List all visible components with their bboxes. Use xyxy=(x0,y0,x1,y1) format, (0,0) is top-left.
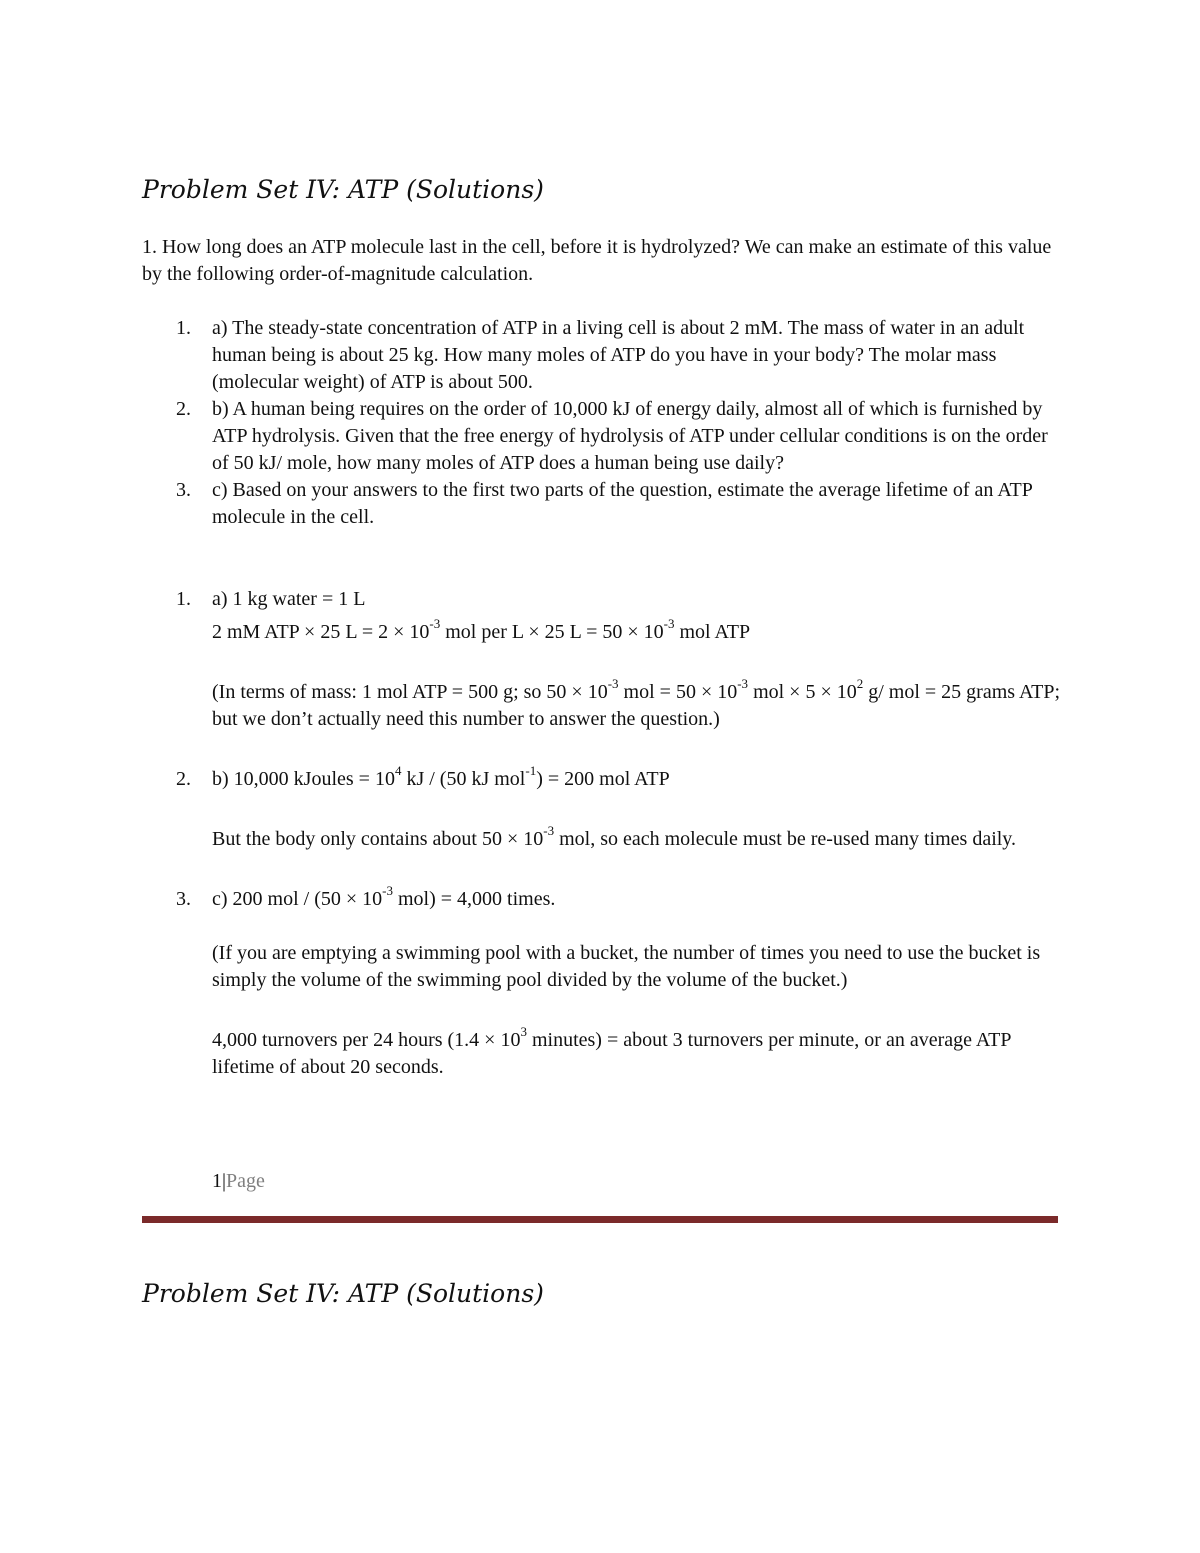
answer-note: (If you are emptying a swimming pool with a bucket, the number of times you need to use the bucket is simply the volume of the swimming pool divided by the volume of the bucket.) xyxy=(212,942,1041,991)
question-item xyxy=(142,477,1062,531)
answer-list xyxy=(142,586,1062,1081)
page-number: 1 xyxy=(212,1170,222,1192)
question-item xyxy=(142,315,1062,396)
question-item xyxy=(142,396,1062,477)
page-title: Problem Set IV: ATP (Solutions) xyxy=(142,175,544,204)
footer-separator: | xyxy=(222,1170,227,1192)
answer-line: a) 1 kg water = 1 L xyxy=(212,588,366,610)
answer-item-c xyxy=(142,883,1062,1081)
answer-item-a xyxy=(142,586,1062,766)
list-number: 3. xyxy=(176,479,191,501)
question-list xyxy=(142,315,1062,531)
answer-line: 2 mM ATP × 25 $L = 2 \times 10^{-3}$ mol per L × 25 $L = 50 \times 10^{-3}$ mol ATP xyxy=(212,616,751,643)
page-title-next: Problem Set IV: ATP (Solutions) xyxy=(142,1279,544,1308)
answer-line: c) 200 mol / ($50 \times 10^{-3}$ mol) = 4,000 times. xyxy=(212,883,556,910)
page-footer xyxy=(212,1168,265,1195)
question-text: a) The steady-state concentration of ATP in a living cell is about 2 mM. The mass of water in an adult human being is about 25 kg. How many moles of ATP do you have in your body? The molar mass (molecular weight) of ATP is about 500. xyxy=(212,317,1025,393)
page-divider xyxy=(142,1216,1058,1223)
answer-item-b xyxy=(142,763,1062,886)
answer-line: b) 10,000 kJoules = $10^4$ kJ / (50 kJ mol$^{-1}$) = 200 mol ATP xyxy=(212,763,670,790)
question-text: c) Based on your answers to the first two parts of the question, estimate the average lifetime of an ATP molecule in the cell. xyxy=(212,479,1033,528)
answer-note: (In terms of mass: 1 mol ATP = 500 g; so $50 \times 10^{-3}$ mol = $50 \times 10^{-3}$ mol × $5 \times 10^2$ g/ mol = 25 grams ATP; but we don’t actually need this number to answer the question.) xyxy=(212,676,1061,730)
answer-note: But the body only contains about $50 \times 10^{-3}$ mol, so each molecule must be re-used many times daily. xyxy=(212,823,1017,850)
list-number: 1. xyxy=(176,317,191,339)
list-number: 1. xyxy=(176,588,191,610)
page-label: Page xyxy=(226,1170,265,1192)
question-text: b) A human being requires on the order of 10,000 kJ of energy daily, almost all of which is furnished by ATP hydrolysis. Given that the free energy of hydrolysis of ATP under cellular conditions is on the order of 50 kJ/ mole, how many moles of ATP does a human being use daily? xyxy=(212,398,1048,474)
list-number: 3. xyxy=(176,888,191,910)
intro-paragraph: 1. How long does an ATP molecule last in the cell, before it is hydrolyzed? We can make an estimate of this value by the following order-of-magnitude calculation. xyxy=(142,236,1052,285)
answer-note: 4,000 turnovers per 24 hours ($1.4 \times 10^3$ minutes) = about 3 turnovers per minute, or an average ATP lifetime of about 20 seconds. xyxy=(212,1024,1011,1078)
list-number: 2. xyxy=(176,398,191,420)
list-number: 2. xyxy=(176,768,191,790)
